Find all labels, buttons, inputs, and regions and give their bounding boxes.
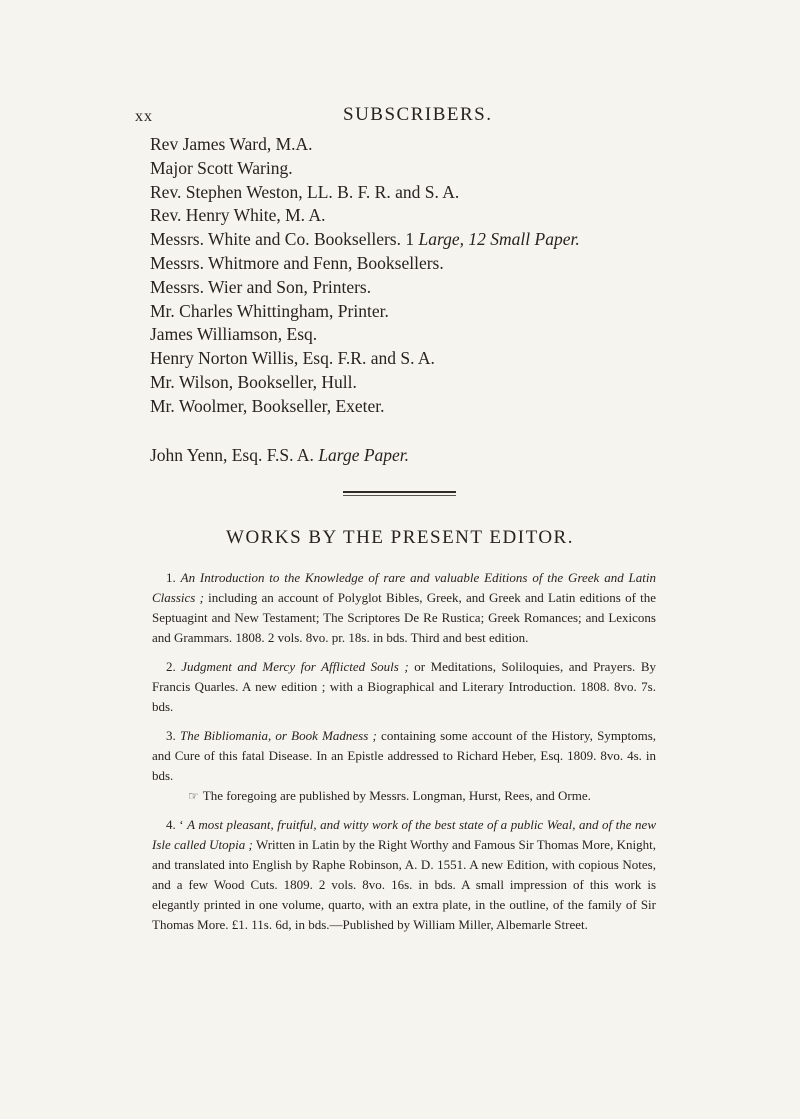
work-title: Judgment and Mercy for Afflicted Souls ; — [181, 659, 409, 674]
subscriber-entry: James Williamson, Esq. — [150, 324, 318, 345]
subscriber-entry: Messrs. Wier and Son, Printers. — [150, 276, 372, 297]
section-divider — [343, 491, 456, 493]
subscriber-entry: Mr. Wilson, Bookseller, Hull. — [150, 371, 357, 392]
subscriber-entry: Messrs. Whitmore and Fenn, Booksellers. — [150, 252, 444, 273]
work-entry: 1. An Introduction to the Knowledge of rare and valuable Editions of the Greek and Latin Classics ; including an account of Polyglot Bibles, Greek, and Greek and Latin editions of the Septuagint and New Testament; The Scriptores De Re Rustica; Greek Romances; and Lexicons and Grammars. 1808. 2 vols. 8vo. pr. 18s. in bds. Third and best edition. — [152, 570, 657, 645]
running-head-title: SUBSCRIBERS. — [343, 104, 493, 125]
subscriber-entry: Rev James Ward, M.A. — [150, 134, 313, 154]
subscriber-entry: Messrs. White and Co. Booksellers. 1 Large, 12 Small Paper. — [150, 229, 580, 250]
work-entry: 4. ‘ A most pleasant, fruitful, and witty work of the best state of a public Weal, and of the new Isle called Utopia ; Written in Latin by the Right Worthy and Famous Sir Thomas More, Knight, and translated into English by Raphe Robinson, A. D. 1551. A new Edition, with copious Notes, and a few Wood Cuts. 1809. 2 vols. 8vo. 16s. in bds. A small impression of this work is elegantly printed in one volume, quarto, with an extra plate, in the outline, of the family of Sir Thomas More. £1. 11s. 6d, in bds.—Published by William Miller, Albemarle Street. — [152, 817, 656, 932]
pointing-hand-icon: ☞ — [188, 789, 199, 803]
publisher-note: ☞ The foregoing are published by Messrs. Longman, Hurst, Rees, and Orme. — [152, 786, 656, 806]
subscriber-entry: Rev. Henry White, M. A. — [150, 205, 326, 226]
subscriber-note: Large, 12 Small Paper. — [418, 229, 580, 250]
page-number: xx — [135, 108, 153, 125]
running-head — [0, 104, 800, 128]
subscriber-entry: Rev. Stephen Weston, LL. B. F. R. and S. A. — [150, 181, 460, 202]
work-title: A most pleasant, fruitful, and witty work of the best state of a public Weal, and of the new Isle called Utopia ; — [152, 817, 656, 852]
works-list — [152, 568, 656, 944]
work-entry: 3. The Bibliomania, or Book Madness ; containing some account of the History, Symptoms, and Cure of this fatal Disease. In an Epistle addressed to Richard Heber, Esq. 1809. 8vo. 4s. in bds. — [152, 728, 657, 783]
work-title: An Introduction to the Knowledge of rare and valuable Editions of the Greek and Latin Classics ; — [152, 570, 657, 605]
subscriber-entry: Mr. Charles Whittingham, Printer. — [150, 300, 389, 321]
subscriber-entry: Major Scott Waring. — [150, 157, 293, 178]
section-divider-thin — [343, 495, 456, 496]
work-entry: 2. Judgment and Mercy for Afflicted Souls ; or Meditations, Soliloquies, and Prayers. By Francis Quarles. A new edition ; with a Biographical and Literary Introduction. 1808. 8vo. 7s. bds. — [152, 659, 657, 714]
section-title: WORKS BY THE PRESENT EDITOR. — [226, 527, 574, 548]
subscriber-entry: Henry Norton Willis, Esq. F.R. and S. A. — [150, 348, 435, 369]
subscriber-note: Large Paper. — [318, 444, 410, 465]
subscriber-list — [150, 133, 710, 467]
work-title: The Bibliomania, or Book Madness ; — [179, 728, 377, 743]
subscriber-entry: Mr. Woolmer, Bookseller, Exeter. — [150, 395, 385, 416]
subscriber-entry: John Yenn, Esq. F.S. A. Large Paper. — [150, 444, 410, 465]
